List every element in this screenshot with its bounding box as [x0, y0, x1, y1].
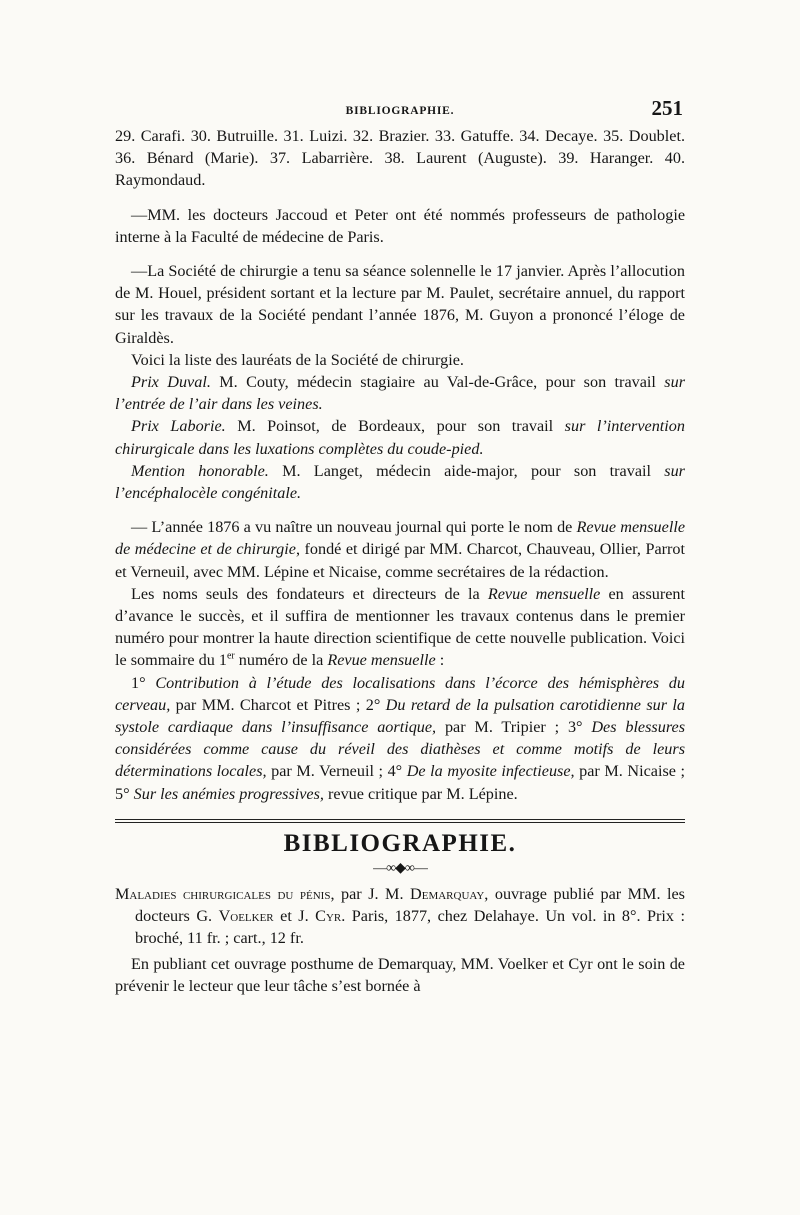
prize-text: M. Poinsot, de Bordeaux, pour son travail — [225, 417, 565, 436]
paragraph-founders — [115, 583, 685, 672]
item-number: 5° — [115, 784, 134, 803]
editor-name: Cyr — [315, 907, 342, 926]
item-number: 3° — [567, 718, 592, 737]
book-title: Maladies chirurgicales du pénis, — [115, 884, 335, 903]
item-number: 4° — [387, 762, 407, 781]
paragraph-laureates-intro: Voici la liste des lauréats de la Société de chirurgie. — [131, 350, 464, 369]
item-number: 1° — [131, 673, 156, 692]
ornament: —∞◆∞— — [373, 860, 427, 876]
bibliography-entry — [115, 883, 685, 950]
editor-name: Voelker — [218, 907, 274, 926]
paragraph-prix-duval — [115, 371, 685, 415]
journal-title: Revue mensuelle de médecine et de chirurgie — [115, 518, 685, 559]
paragraph-mention-honorable — [115, 460, 685, 504]
paragraph-prix-laborie — [115, 415, 685, 459]
book-author: Demarquay — [410, 884, 485, 903]
text-run: numéro de la — [234, 651, 328, 670]
work-title: sur l’encéphalocèle congénitale. — [115, 461, 685, 503]
journal-title: Revue mensuelle — [487, 584, 601, 603]
text-run: Les noms seuls des fondateurs et directeurs de la — [131, 584, 488, 603]
text-run: , ouvrage publié par MM. les docteurs G. — [135, 884, 685, 926]
prize-name: Mention honorable. — [131, 461, 269, 480]
page-number: 251 — [651, 96, 683, 120]
page — [115, 95, 685, 997]
paragraph-new-journal — [115, 516, 685, 583]
prize-text: M. Couty, médecin stagiaire au Val-de-Grâce, pour son travail — [210, 373, 665, 392]
text-run: en assurent d’avance le succès, et il suffira de mentionner les travaux contenus dans le premier numéro pour montrer la haute direction scientifique de cette nouvelle publication. Voici le sommaire du 1 — [115, 584, 686, 670]
superscript: er — [226, 651, 235, 663]
article-author: par M. Tripier ; — [436, 718, 568, 737]
article-title: De la myosite infectieuse, — [406, 762, 575, 781]
work-title: sur l’entrée de l’air dans les veines. — [115, 373, 685, 414]
article-author: revue critique par M. Lépine. — [323, 784, 518, 803]
divider-line — [115, 819, 685, 820]
article-title: Sur les anémies progressives, — [133, 784, 324, 803]
text-run: et J. — [273, 907, 316, 926]
text-run: — L’année 1876 a vu naître un nouveau journal qui porte le nom de — [131, 518, 577, 537]
prize-name: Prix Duval. — [131, 373, 211, 392]
prize-text: M. Langet, médecin aide-major, pour son travail — [268, 461, 665, 480]
work-title: sur l’intervention chirurgicale dans les luxations complètes du coude-pied. — [115, 417, 685, 458]
divider-line — [115, 822, 685, 823]
page-header — [115, 95, 685, 125]
article-title: Des blessures considérées comme cause du réveil des diathèses et comme motifs de leurs déterminations locales, — [115, 718, 685, 781]
text-run: : — [435, 651, 445, 670]
text-run: , fondé et dirigé par MM. Charcot, Chauveau, Ollier, Parrot et Verneuil, avec MM. Lépine et Nicaise, comme secrétaires de la rédaction. — [115, 540, 686, 581]
paragraph-professors: —MM. les docteurs Jaccoud et Peter ont été nommés professeurs de pathologie interne à la Faculté de médecine de Paris. — [115, 205, 685, 246]
section-divider — [115, 819, 685, 823]
item-number: 2° — [365, 695, 386, 714]
running-head: BIBLIOGRAPHIE. — [345, 105, 455, 117]
article-title: Du retard de la pulsation carotidienne sur la systole cardiaque dans l’insuffisance aortique, — [115, 695, 685, 737]
journal-title: Revue mensuelle — [327, 651, 436, 670]
paragraph-societe-chirurgie: —La Société de chirurgie a tenu sa séance solennelle le 17 janvier. Après l’allocution de M. Houel, président sortant et la lecture par M. Paulet, secrétaire annuel, du rapport sur les travaux de la Société pendant l’année 1876, M. Guyon a prononcé l’éloge de Giraldès. — [115, 262, 685, 347]
article-author: par M. Verneuil ; — [266, 762, 388, 781]
paragraph-summary — [115, 672, 685, 805]
section-title: BIBLIOGRAPHIE. — [283, 829, 517, 857]
prize-name: Prix Laborie. — [131, 417, 226, 436]
text-run: par J. M. — [334, 884, 411, 903]
article-author: par M. Nicaise ; — [574, 762, 685, 781]
article-title: Contribution à l’étude des localisations dans l’écorce des hémisphères du cerveau, — [115, 673, 685, 714]
article-author: par MM. Charcot et Pitres ; — [170, 695, 366, 714]
text-run: . Paris, 1877, chez Delahaye. Un vol. in 8°. Prix : broché, 11 fr. ; cart., 12 fr. — [135, 907, 686, 948]
paragraph-review: En publiant cet ouvrage posthume de Demarquay, MM. Voelker et Cyr ont le soin de prévenir le lecteur que leur tâche s’est bornée à — [115, 954, 685, 995]
paragraph-list-continued: 29. Carafi. 30. Butruille. 31. Luizi. 32. Brazier. 33. Gatuffe. 34. Decaye. 35. Doublet. 36. Bénard (Marie). 37. Labarrière. 38. Laurent (Auguste). 39. Haranger. 40. Raymondaud. — [115, 127, 685, 190]
